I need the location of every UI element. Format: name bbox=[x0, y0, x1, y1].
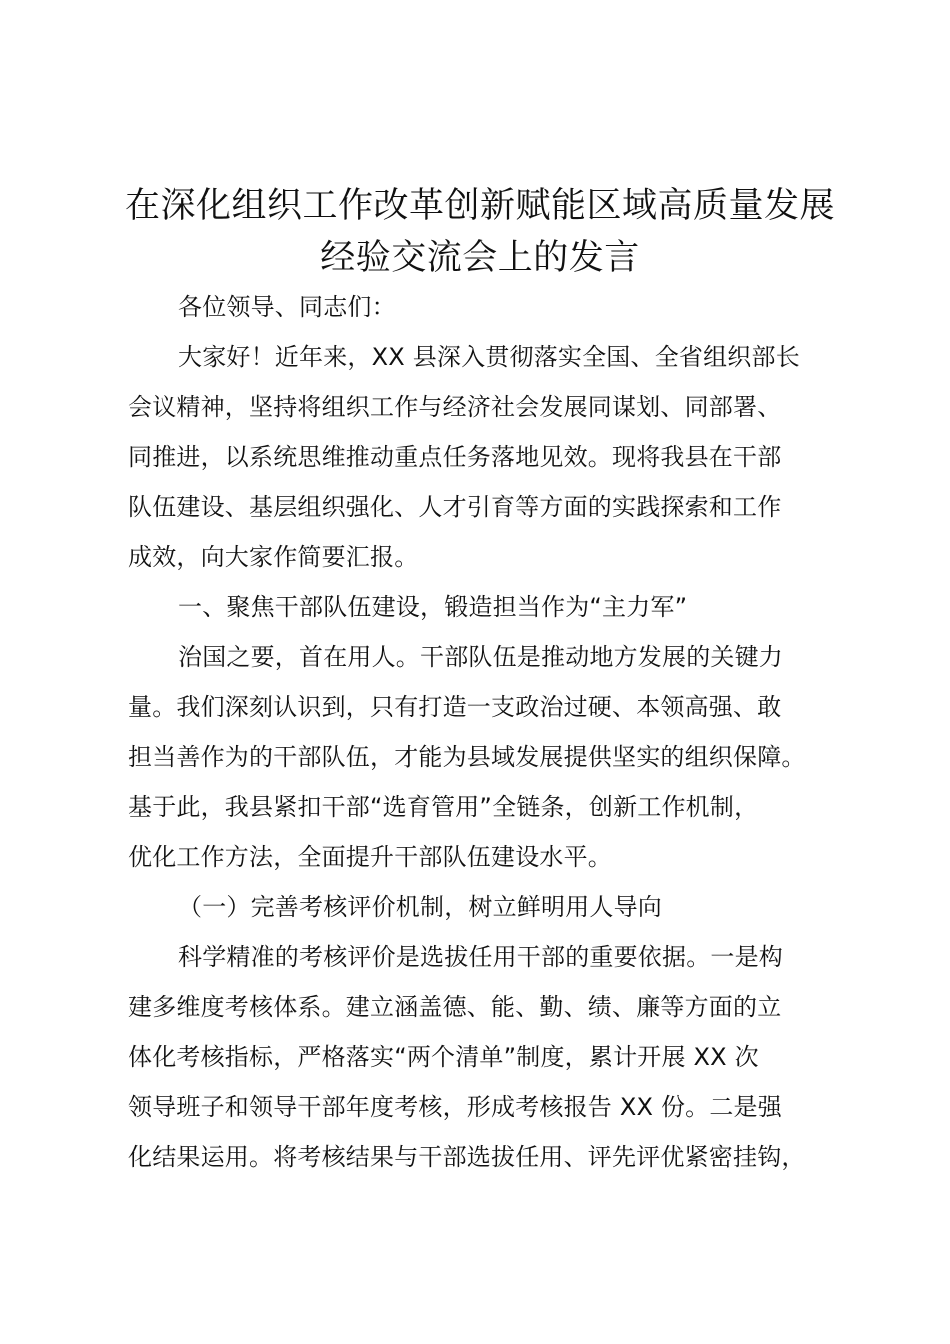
text-line: 优化工作方法，全面提升干部队伍建设水平。 bbox=[128, 843, 612, 871]
text-line: 建多维度考核体系。建立涵盖德、能、勤、绩、廉等方面的立 bbox=[128, 993, 782, 1021]
text-line: 一、聚焦干部队伍建设，锻造担当作为“主力军” bbox=[178, 593, 688, 621]
text-line: 队伍建设、基层组织强化、人才引育等方面的实践探索和工作 bbox=[128, 493, 782, 521]
text-line: 科学精准的考核评价是选拔任用干部的重要依据。一是构 bbox=[178, 943, 783, 971]
text-line: 量。我们深刻认识到，只有打造一支政治过硬、本领高强、敢 bbox=[128, 693, 782, 721]
text-line: 同推进，以系统思维推动重点任务落地见效。现将我县在干部 bbox=[128, 443, 782, 471]
text-line: 担当善作为的干部队伍，才能为县域发展提供坚实的组织保障。 bbox=[128, 743, 806, 771]
text-line: （一）完善考核评价机制，树立鲜明用人导向 bbox=[178, 893, 662, 921]
text-line: 领导班子和领导干部年度考核，形成考核报告 XX 份。二是强 bbox=[128, 1093, 782, 1121]
text-line: 基于此，我县紧扣干部“选育管用”全链条，创新工作机制， bbox=[128, 793, 759, 821]
text-line: 体化考核指标，严格落实“两个清单”制度，累计开展 XX 次 bbox=[128, 1043, 759, 1071]
document-body bbox=[128, 282, 850, 1182]
text-line: 大家好！近年来，XX 县深入贯彻落实全国、全省组织部长 bbox=[178, 343, 800, 371]
document-title-line-1: 在深化组织工作改革创新赋能区域高质量发展 bbox=[124, 186, 835, 226]
text-line: 各位领导、同志们： bbox=[178, 293, 396, 321]
text-line: 会议精神，坚持将组织工作与经济社会发展同谋划、同部署、 bbox=[128, 393, 782, 421]
document-title-line-2: 经验交流会上的发言 bbox=[320, 238, 640, 278]
text-line: 成效，向大家作简要汇报。 bbox=[128, 543, 419, 571]
text-line: 治国之要，首在用人。干部队伍是推动地方发展的关键力 bbox=[178, 643, 783, 671]
text-line: 化结果运用。将考核结果与干部选拔任用、评先评优紧密挂钩， bbox=[128, 1143, 806, 1171]
